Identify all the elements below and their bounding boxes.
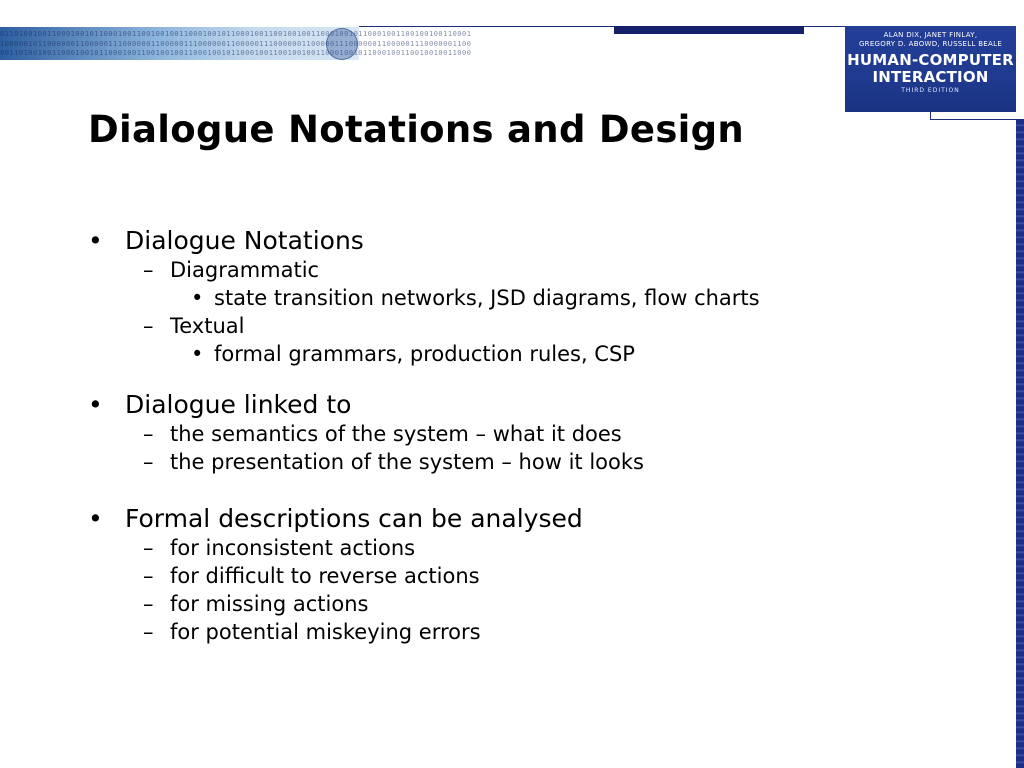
cover-authors-line: ALAN DIX, JANET FINLAY,	[883, 31, 978, 39]
sub-bullet-text: Diagrammatic	[170, 258, 320, 282]
header-accent-bar	[614, 26, 804, 34]
binary-row: 1000001011000000110000011100000011000001110000001100000111000000110000011100000011000001110000001100	[0, 40, 472, 48]
bullet-marker: •	[88, 390, 103, 419]
slide-title: Dialogue Notations and Design	[88, 108, 745, 151]
bullet-marker: •	[88, 504, 103, 533]
sub-bullet-text: the presentation of the system – how it looks	[170, 450, 644, 474]
book-cover-logo	[845, 26, 1016, 112]
cover-frame-line	[930, 112, 1024, 120]
subsub-bullet-text: formal grammars, production rules, CSP	[214, 342, 635, 366]
side-stripe	[1016, 120, 1024, 768]
sub-bullet-marker: –	[143, 314, 154, 338]
sub-bullet-text: for difficult to reverse actions	[170, 564, 480, 588]
cover-title-line: INTERACTION	[872, 68, 989, 86]
bullet-text: Dialogue linked to	[125, 390, 352, 419]
sub-bullet-marker: –	[143, 422, 154, 446]
sub-bullet-text: for potential miskeying errors	[170, 620, 481, 644]
binary-row: 0110100100110001001011000100110010010011000100101100010011001001001100010010110001001100100100110001	[0, 30, 472, 38]
sub-bullet-text: Textual	[170, 314, 245, 338]
subsub-bullet-text: state transition networks, JSD diagrams, flow charts	[214, 286, 760, 310]
cover-title-line: HUMAN-COMPUTER	[847, 51, 1014, 69]
subsub-bullet-marker: •	[191, 286, 204, 310]
binary-banner	[0, 27, 472, 60]
bullet-text: Dialogue Notations	[125, 226, 364, 255]
sub-bullet-marker: –	[143, 450, 154, 474]
sub-bullet-marker: –	[143, 592, 154, 616]
sub-bullet-marker: –	[143, 258, 154, 282]
sub-bullet-marker: –	[143, 620, 154, 644]
cover-title	[845, 52, 1016, 86]
cover-authors-line: GREGORY D. ABOWD, RUSSELL BEALE	[858, 40, 1003, 48]
cover-authors	[845, 31, 1016, 49]
sub-bullet-text: the semantics of the system – what it does	[170, 422, 622, 446]
sub-bullet-marker: –	[143, 564, 154, 588]
cover-edition: THIRD EDITION	[901, 87, 960, 94]
binary-row: 0011010010011000100101100010011001001001100010010110001001100100100110001001011000100110010010011000	[0, 49, 472, 57]
seal-icon	[326, 28, 358, 60]
sub-bullet-marker: –	[143, 536, 154, 560]
subsub-bullet-marker: •	[191, 342, 204, 366]
bullet-text: Formal descriptions can be analysed	[125, 504, 583, 533]
sub-bullet-text: for inconsistent actions	[170, 536, 416, 560]
bullet-marker: •	[88, 226, 103, 255]
sub-bullet-text: for missing actions	[170, 592, 369, 616]
